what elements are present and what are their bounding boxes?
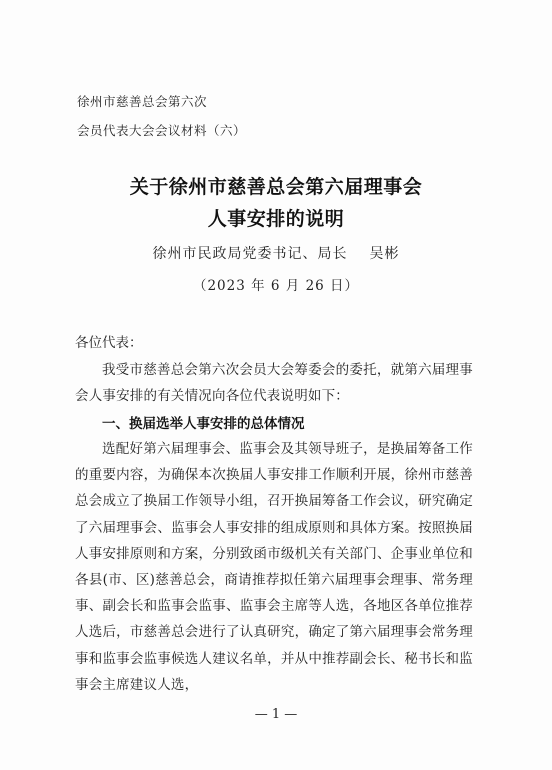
- author-name: 吴彬: [369, 246, 400, 262]
- intro-paragraph: 我受市慈善总会第六次会员大会筹委会的委托，就第六届理事会人事安排的有关情况向各位代表说明如下：: [75, 362, 473, 405]
- page-number: — 1 —: [254, 707, 298, 722]
- document-title-line2: 人事安排的说明: [207, 208, 345, 230]
- section-heading: 一、换届选举人事安排的总体情况: [102, 416, 305, 432]
- document-date: （2023 年 6 月 26 日）: [192, 278, 360, 294]
- section-body-paragraph: 选配好第六届理事会、监事会及其领导班子，是换届筹备工作的重要内容，为确保本次换届人事安排工作顺利开展，徐州市慈善总会成立了换届工作领导小组，召开换届筹备工作会议，研究确定了六届理事会、监事会人事安排的组成原则和具体方案。按照换届人事安排原则和方案，分别致函市级机关有关部门、企事业单位和各县(市、区)慈善总会，商请推荐拟任第六届理事会理事、常务理事、副会长和监事会监事、监事会主席等人选，各地区各单位推荐人选后，市慈善总会进行了认真研究，确定了第六届理事会常务理事和监事会监事候选人建议名单，并从中推荐副会长、秘书长和监事会主席建议人选，: [75, 441, 473, 693]
- document-title-line1: 关于徐州市慈善总会第六届理事会: [129, 176, 423, 198]
- meeting-name: 徐州市慈善总会第六次: [77, 94, 208, 109]
- salutation: 各位代表：: [75, 335, 143, 351]
- material-label: 会员代表大会会议材料（六）: [77, 123, 247, 138]
- author-position: 徐州市民政局党委书记、局长: [152, 246, 348, 262]
- author-line: [0, 243, 552, 263]
